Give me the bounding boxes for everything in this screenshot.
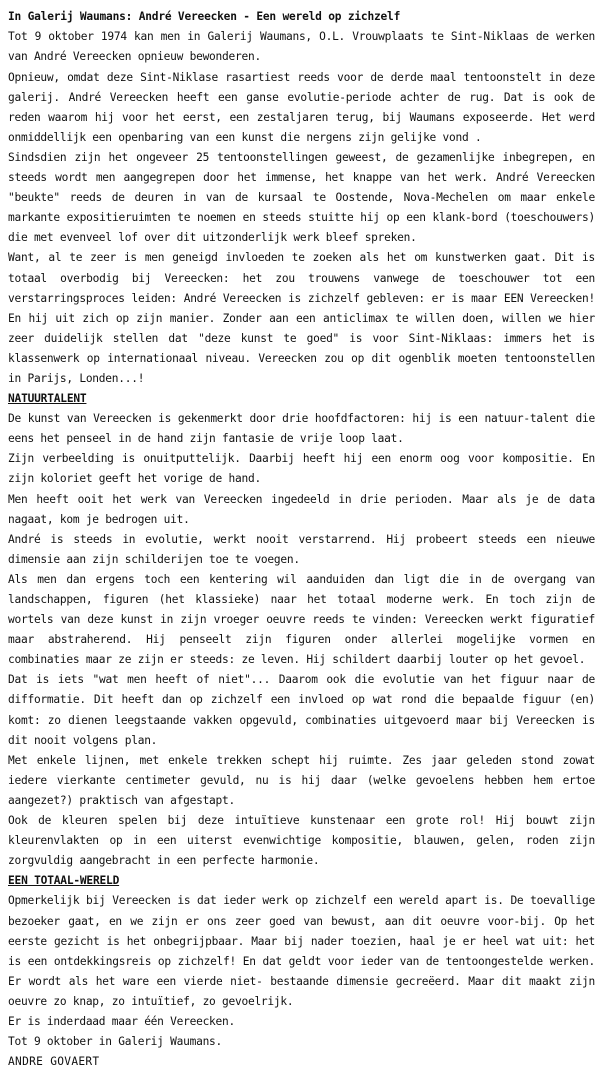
- paragraph: Dat is iets "wat men heeft of niet"... Daarom ook die evolutie van het figuur naar de difformatie. Dit heeft dan op zichzelf een invloed op wat rond die bepaalde figuur (en) komt: zo dienen leegstaande vakken opgevuld, combinaties uitgevoerd maar bij Vereecken is dit nooit volgens plan.: [8, 673, 595, 747]
- section-heading: NATUURTALENT: [8, 392, 87, 406]
- paragraph: Met enkele lijnen, met enkele trekken schept hij ruimte. Zes jaar geleden stond zowat iedere vierkante centimeter gevuld, nu is hij daar (welke gevoelens hebben hem ertoe aangezet?) praktisch van afgestapt.: [8, 753, 595, 807]
- paragraph: Tot 9 oktober in Galerij Waumans.: [8, 1035, 223, 1049]
- paragraph: Zijn verbeelding is onuitputtelijk. Daarbij heeft hij een enorm oog voor kompositie. En zijn koloriet geeft het vorige de hand.: [8, 452, 595, 486]
- article-title: In Galerij Waumans: André Vereecken - Een wereld op zichzelf: [8, 10, 401, 23]
- paragraph: Tot 9 oktober 1974 kan men in Galerij Waumans, O.L. Vrouwplaats te Sint-Niklaas de werken van André Vereecken opnieuw bewonderen.: [8, 30, 595, 64]
- paragraph: Er is inderdaad maar één Vereecken.: [8, 1014, 235, 1028]
- paragraph: Als men dan ergens toch een kentering wil aanduiden dan ligt die in de overgang van landschappen, figuren (het klassieke) naar het totaal moderne werk. En toch zijn de wortels van deze kunst in zijn vroeger oeuvre reeds te vinden: Vereecken werkt figuratief maar abstraherend. Hij penseelt zijn figuren onder allerlei mogelijke vormen en combinaties maar ze zijn er steeds: ze leven. Hij schildert daarbij louter op het gevoel.: [8, 572, 595, 667]
- paragraph: Opnieuw, omdat deze Sint-Niklase rasartiest reeds voor de derde maal tentoonstelt in deze galerij. André Vereecken heeft een ganse evolutie-periode achter de rug. Dat is ook de reden waarom hij voor het eerst, een zestaljaren terug, bij Waumans exposeerde. Het werd onmiddellijk een openbaring van een kunst die nergens zijn gelijke vond .: [8, 70, 595, 144]
- paragraph: Opmerkelijk bij Vereecken is dat ieder werk op zichzelf een wereld apart is. De toevallige bezoeker gaat, en we zijn er ons zeer goed van bewust, aan dit oeuvre voor-bij. Op het eerste gezicht is het onbegrijpbaar. Maar bij nader toezien, haal je er heel wat uit: het is een ontdekkingsreis op zichzelf! En dat geldt voor ieder van de tentoongestelde werken. Er wordt als het ware een vierde niet- bestaande dimensie gecreëerd. Maar dit maakt zijn oeuvre zo knap, zo intuïtief, zo gevoelrijk.: [8, 894, 595, 1008]
- paragraph: Sindsdien zijn het ongeveer 25 tentoonstellingen geweest, de gezamenlijke inbegrepen, en steeds wordt men aangegrepen door het immense, het knappe van het werk. André Vereecken "beukte" reeds de deuren in van de kursaal te Oostende, Nova-Mechelen om maar enkele markante expositieruimten te noemen en steeds stuitte hij op een klank-bord (toeschouwers) die met evenveel lof over dit uitzonderlijk werk bleef spreken.: [8, 150, 595, 245]
- section-heading: EEN TOTAAL-WERELD: [8, 874, 120, 888]
- paragraph: Men heeft ooit het werk van Vereecken ingedeeld in drie perioden. Maar als je de data nagaat, kom je bedrogen uit.: [8, 492, 595, 526]
- paragraph: Want, al te zeer is men geneigd invloeden te zoeken als het om kunstwerken gaat. Dit is totaal overbodig bij Vereecken: het zou trouwens vanwege de toeschouwer tot een verstarringsproces leiden: André Vereecken is zichzelf gebleven: er is maar EEN Vereecken! En hij uit zich op zijn manier. Zonder aan een anticlimax te willen doen, willen we hier zeer duidelijk stellen dat "deze kunst te goed" is voor Sint-Niklaas: immers het is klassenwerk op internationaal niveau. Vereecken zou op dit ogenblik moeten tentoonstellen in Parijs, Londen...!: [8, 251, 595, 385]
- paragraph: André is steeds in evolutie, werkt nooit verstarrend. Hij probeert steeds een nieuwe dimensie aan zijn schilderijen toe te voegen.: [8, 532, 595, 566]
- paragraph: De kunst van Vereecken is gekenmerkt door drie hoofdfactoren: hij is een natuur-talent die eens het penseel in de hand zijn fantasie de vrije loop laat.: [8, 412, 595, 446]
- paragraph: Ook de kleuren spelen bij deze intuïtieve kunstenaar een grote rol! Hij bouwt zijn kleurenvlakten op in een uiterst evenwichtige kompositie, blauwen, gelen, roden zijn zorgvuldig aangebracht in een perfecte harmonie.: [8, 814, 595, 868]
- article-body: [8, 27, 595, 1072]
- author-signature: ANDRE GOVAERT: [8, 1055, 100, 1069]
